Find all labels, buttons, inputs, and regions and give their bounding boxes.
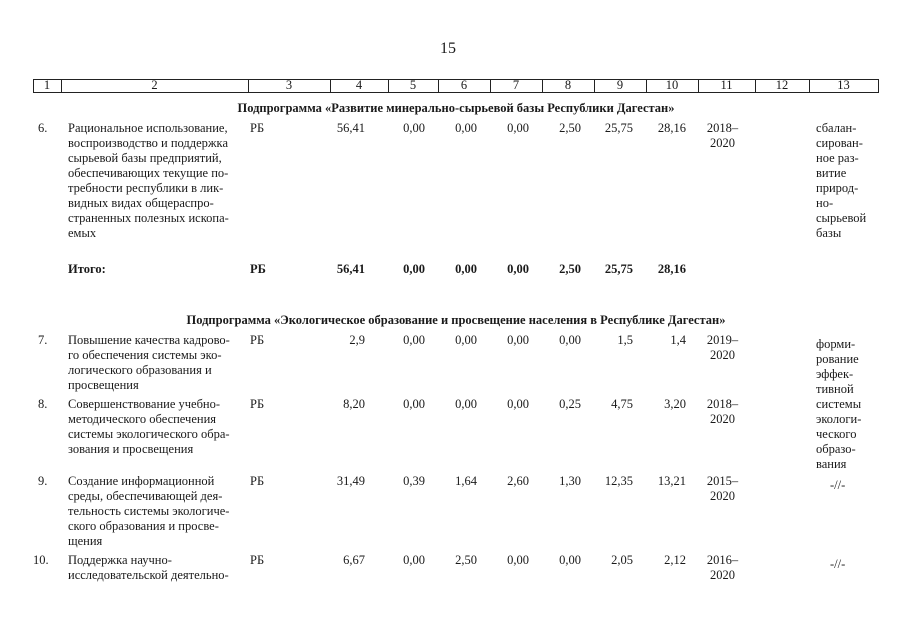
- value-2016: 2,50: [455, 553, 477, 567]
- value-2016: 0,00: [455, 121, 477, 135]
- description-line: Рациональное использование,: [68, 121, 228, 135]
- value-2016: 0,00: [455, 262, 477, 276]
- result-line: ное раз-: [816, 151, 859, 165]
- description-line: Совершенствование учебно-: [68, 397, 221, 411]
- period-line: 2015–: [706, 474, 739, 488]
- value-total: 6,67: [343, 553, 365, 567]
- description-line: методического обеспечения: [68, 412, 217, 426]
- header-col-3: 3: [285, 78, 293, 92]
- row-number: 7.: [38, 333, 48, 347]
- value-total: 2,9: [349, 333, 365, 347]
- period-line: 2018–: [706, 397, 739, 411]
- header-divider: [878, 79, 879, 92]
- value-2017: 2,60: [507, 474, 529, 488]
- total-label: Итого:: [68, 262, 106, 276]
- period-line: 2020: [710, 489, 735, 503]
- expected-result: -//-: [830, 557, 846, 571]
- value-2017: 0,00: [507, 553, 529, 567]
- row-description: [68, 474, 243, 549]
- page-number: 15: [440, 40, 456, 57]
- value-2016: 0,00: [455, 397, 477, 411]
- value-2020: 13,21: [657, 474, 686, 488]
- value-2015: 0,39: [403, 474, 425, 488]
- funding-source: РБ: [250, 333, 265, 347]
- row-description: [68, 121, 243, 241]
- result-line: эффек-: [816, 367, 854, 381]
- value-total: 56,41: [336, 121, 365, 135]
- value-2020: 2,12: [664, 553, 686, 567]
- period-line: 2020: [710, 136, 735, 150]
- header-col-12: 12: [775, 78, 789, 92]
- value-2015: 0,00: [403, 333, 425, 347]
- value-2020: 1,4: [670, 333, 686, 347]
- row-number: 8.: [38, 397, 48, 411]
- value-2017: 0,00: [507, 397, 529, 411]
- header-col-8: 8: [564, 78, 572, 92]
- value-2018: 2,50: [559, 121, 581, 135]
- result-line: рование: [816, 352, 859, 366]
- period: [700, 553, 745, 583]
- period: [700, 474, 745, 504]
- value-2017: 0,00: [507, 262, 529, 276]
- period-line: 2020: [710, 568, 735, 582]
- subprogram-title: Подпрограмма «Экологическое образование и просвещение населения в Республике Дагестан»: [186, 313, 726, 327]
- header-col-10: 10: [665, 78, 679, 92]
- funding-source: РБ: [250, 397, 265, 411]
- header-col-11: 11: [720, 78, 733, 92]
- row-number: 9.: [38, 474, 48, 488]
- period: [700, 333, 745, 363]
- row-number: 6.: [38, 121, 48, 135]
- value-2015: 0,00: [403, 397, 425, 411]
- header-col-4: 4: [355, 78, 363, 92]
- period-line: 2019–: [706, 333, 739, 347]
- value-2020: 28,16: [657, 262, 686, 276]
- description-line: требности республики в лик-: [68, 181, 224, 195]
- description-line: логического образования и: [68, 363, 212, 377]
- result-line: но-: [816, 196, 834, 210]
- result-line: тивной: [816, 382, 854, 396]
- value-2019: 12,35: [604, 474, 633, 488]
- period: [700, 121, 745, 151]
- value-2018: 0,25: [559, 397, 581, 411]
- value-2020: 3,20: [664, 397, 686, 411]
- result-line: форми-: [816, 337, 856, 351]
- value-2017: 0,00: [507, 121, 529, 135]
- description-line: ского образования и просве-: [68, 519, 219, 533]
- description-line: системы экологического обра-: [68, 427, 230, 441]
- result-line: образо-: [816, 442, 856, 456]
- result-line: экологи-: [816, 412, 862, 426]
- value-total: 8,20: [343, 397, 365, 411]
- result-line: вания: [816, 457, 847, 471]
- description-line: Повышение качества кадрово-: [68, 333, 230, 347]
- header-col-1: 1: [43, 78, 51, 92]
- description-line: Поддержка научно-: [68, 553, 172, 567]
- value-2018: 0,00: [559, 553, 581, 567]
- result-line: витие: [816, 166, 847, 180]
- result-line: базы: [816, 226, 842, 240]
- description-line: емых: [68, 226, 97, 240]
- period-line: 2020: [710, 412, 735, 426]
- result-line: системы: [816, 397, 862, 411]
- description-line: видных видах общераспро-: [68, 196, 214, 210]
- value-2019: 4,75: [611, 397, 633, 411]
- value-2017: 0,00: [507, 333, 529, 347]
- result-line: сбалан-: [816, 121, 857, 135]
- value-2015: 0,00: [403, 262, 425, 276]
- header-col-9: 9: [616, 78, 624, 92]
- description-line: просвещения: [68, 378, 139, 392]
- expected-result: [816, 121, 876, 241]
- subprogram-title: Подпрограмма «Развитие минерально-сырьевой базы Республики Дагестан»: [237, 101, 675, 115]
- funding-source: РБ: [250, 121, 265, 135]
- expected-result: -//-: [830, 478, 846, 492]
- row-description: [68, 333, 243, 393]
- funding-source: РБ: [250, 262, 266, 276]
- value-2019: 1,5: [617, 333, 633, 347]
- funding-source: РБ: [250, 474, 265, 488]
- funding-source: РБ: [250, 553, 265, 567]
- value-2018: 2,50: [559, 262, 581, 276]
- value-total: 56,41: [336, 262, 365, 276]
- value-2015: 0,00: [403, 553, 425, 567]
- expected-result: [816, 337, 876, 472]
- result-line: природ-: [816, 181, 859, 195]
- row-number: 10.: [33, 553, 49, 567]
- description-line: воспроизводство и поддержка: [68, 136, 228, 150]
- value-2015: 0,00: [403, 121, 425, 135]
- value-2019: 25,75: [604, 121, 633, 135]
- description-line: среды, обеспечивающей дея-: [68, 489, 223, 503]
- description-line: тельность системы экологиче-: [68, 504, 230, 518]
- value-2019: 25,75: [604, 262, 633, 276]
- description-line: щения: [68, 534, 103, 548]
- header-col-5: 5: [409, 78, 417, 92]
- period-line: 2018–: [706, 121, 739, 135]
- result-line: сирован-: [816, 136, 863, 150]
- value-total: 31,49: [336, 474, 365, 488]
- value-2019: 2,05: [611, 553, 633, 567]
- period-line: 2016–: [706, 553, 739, 567]
- value-2016: 0,00: [455, 333, 477, 347]
- description-line: обеспечивающих текущие по-: [68, 166, 229, 180]
- header-col-6: 6: [460, 78, 468, 92]
- value-2016: 1,64: [455, 474, 477, 488]
- header-col-7: 7: [512, 78, 520, 92]
- description-line: исследовательской деятельно-: [68, 568, 229, 582]
- period: [700, 397, 745, 427]
- result-line: ческого: [816, 427, 857, 441]
- header-col-13: 13: [837, 78, 850, 92]
- value-2020: 28,16: [657, 121, 686, 135]
- period-line: 2020: [710, 348, 735, 362]
- description-line: зования и просвещения: [68, 442, 194, 456]
- row-description: [68, 397, 243, 457]
- header-col-2: 2: [151, 78, 158, 92]
- description-line: го обеспечения системы эко-: [68, 348, 222, 362]
- row-description: [68, 553, 243, 583]
- description-line: сырьевой базы предприятий,: [68, 151, 222, 165]
- value-2018: 0,00: [559, 333, 581, 347]
- description-line: Создание информационной: [68, 474, 215, 488]
- value-2018: 1,30: [559, 474, 581, 488]
- description-line: страненных полезных ископа-: [68, 211, 229, 225]
- result-line: сырьевой: [816, 211, 867, 225]
